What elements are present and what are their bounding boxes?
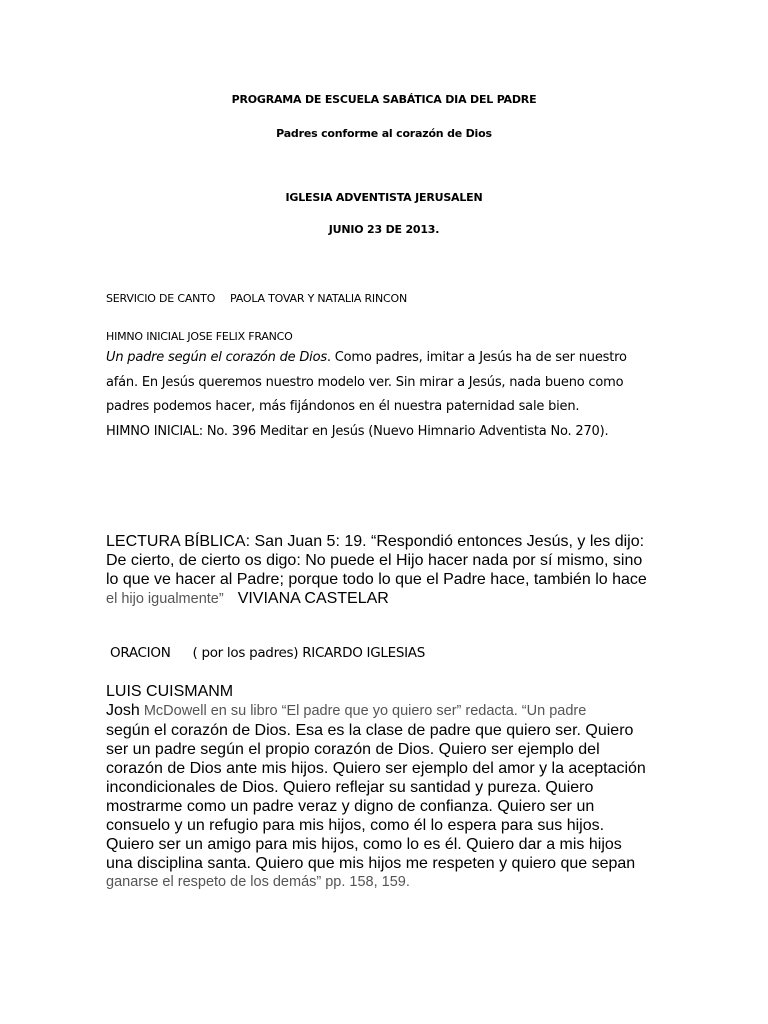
himno-heading: HIMNO INICIAL JOSE FELIX FRANCO	[106, 330, 293, 343]
servicio-label: SERVICIO DE CANTO	[106, 292, 216, 305]
lectura-line-3: lo que ve hacer al Padre; porque todo lo que el Padre hace, también lo hace	[106, 571, 647, 588]
luis-line-1-rest: McDowell en su libro “El padre que yo quiero ser” redacta. “Un padre	[139, 703, 587, 719]
program-subtitle: Padres conforme al corazón de Dios	[276, 127, 492, 140]
luis-line-3: ser un padre según el propio corazón de Dios. Quiero ser ejemplo del	[106, 741, 600, 758]
program-title: PROGRAMA DE ESCUELA SABÁTICA DIA DEL PADRE	[231, 93, 537, 106]
lectura-line-4	[106, 589, 696, 609]
luis-line-8: Quiero ser un amigo para mis hijos, como lo es él. Quiero dar a mis hijos	[106, 836, 622, 853]
luis-line-6: mostrarme como un padre veraz y digno de confianza. Quiero ser un	[106, 798, 595, 815]
luis-line-5: incondicionales de Dios. Quiero reflejar su santidad y pureza. Quiero	[106, 779, 594, 796]
servicio-names: PAOLA TOVAR Y NATALIA RINCON	[230, 292, 407, 305]
himno-paragraph	[106, 346, 706, 444]
lectura-line-4-text: el hijo igualmente”	[106, 591, 224, 607]
lectura-reader-name: VIVIANA CASTELAR	[237, 590, 389, 607]
himno-italic-title: Un padre según el corazón de Dios	[106, 350, 327, 365]
himno-line-2: afán. En Jesús queremos nuestro modelo ver. Sin mirar a Jesús, nada bueno como	[106, 374, 624, 390]
luis-line-7: consuelo y un refugio para mis hijos, como él lo espera para sus hijos.	[106, 817, 605, 834]
luis-line-1	[106, 701, 696, 721]
himno-line-1-rest: . Como padres, imitar a Jesús ha de ser nuestro	[326, 350, 627, 365]
lectura-line-2: De cierto, de cierto os digo: No puede el Hijo hacer nada por sí mismo, sino	[106, 552, 643, 569]
luis-line-2: según el corazón de Dios. Esa es la clase de padre que quiero ser. Quiero	[106, 722, 634, 739]
lectura-biblica	[106, 532, 696, 609]
program-date: JUNIO 23 DE 2013.	[328, 223, 440, 236]
luis-line-9: una disciplina santa. Quiero que mis hijos me respeten y quiero que sepan	[106, 855, 636, 872]
oracion-label: ORACION	[110, 645, 171, 661]
lectura-line-1: LECTURA BÍBLICA: San Juan 5: 19. “Respondió entonces Jesús, y les dijo:	[106, 533, 645, 550]
oracion-detail: ( por los padres) RICARDO IGLESIAS	[192, 645, 425, 661]
himno-line-1	[106, 346, 706, 371]
oracion-line	[110, 645, 425, 661]
church-name: IGLESIA ADVENTISTA JERUSALEN	[285, 191, 483, 204]
luis-section	[106, 682, 696, 892]
himno-line-4: HIMNO INICIAL: No. 396 Meditar en Jesús (Nuevo Himnario Adventista No. 270).	[106, 423, 609, 439]
himno-line-3: padres podemos hacer, más fijándonos en él nuestra paternidad sale bien.	[106, 399, 580, 414]
luis-line-4: corazón de Dios ante mis hijos. Quiero ser ejemplo del amor y la aceptación	[106, 760, 646, 777]
luis-line-10: ganarse el respeto de los demás” pp. 158, 159.	[106, 874, 410, 890]
luis-name: LUIS CUISMANM	[106, 683, 234, 700]
luis-line-1-start: Josh	[106, 702, 140, 719]
